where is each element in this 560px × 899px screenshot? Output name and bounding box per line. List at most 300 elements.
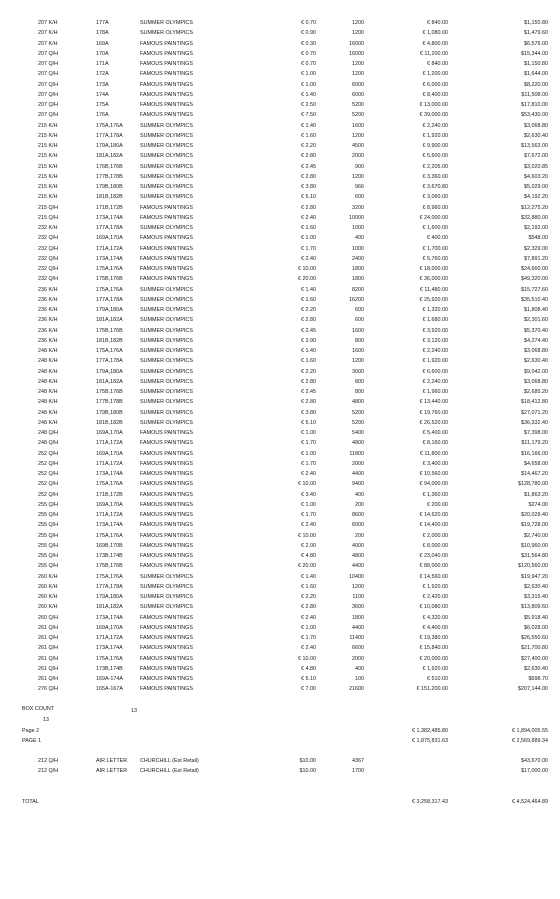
amount-usd: $19,728.00 <box>521 522 548 529</box>
ledger-row <box>0 216 560 225</box>
amount-eur: € 10,560.00 <box>419 471 448 477</box>
lot-number: 175A <box>96 102 109 108</box>
lot-number: 175A,176A <box>96 481 123 488</box>
amount-eur: € 2,000.00 <box>422 532 448 539</box>
quantity: 10400 <box>349 573 364 580</box>
series-name: FAMOUS PAINTINGS <box>140 553 193 559</box>
amount-usd: $1,150.80 <box>524 20 548 26</box>
lot-number: 172A <box>96 71 109 78</box>
lot-number: 170A <box>96 50 109 57</box>
ledger-row <box>0 21 560 30</box>
amount-usd: $4,274.40 <box>524 337 548 344</box>
amount-eur: € 840.00 <box>427 61 448 67</box>
ledger-row <box>0 359 560 368</box>
amount-eur: € 8,160.00 <box>422 440 448 447</box>
quantity: 21600 <box>349 686 364 693</box>
amount-eur: € 1,080.00 <box>422 30 448 37</box>
quantity: 4400 <box>352 563 364 570</box>
amount-usd: $16,166.00 <box>521 450 548 457</box>
ledger-row <box>0 236 560 245</box>
box-code: 248 K/H <box>38 409 58 416</box>
lot-number: 171A,172A <box>96 635 123 641</box>
amount-usd: $1,150.80 <box>524 61 548 67</box>
box-code: 207 Q/H <box>38 91 59 98</box>
amount-usd: $3,068.80 <box>524 348 548 354</box>
quantity: 3600 <box>352 604 364 611</box>
ledger-row <box>0 103 560 112</box>
box-code: 207 Q/H <box>38 71 59 78</box>
amount-eur: € 8,000.00 <box>422 542 448 549</box>
quantity: 8600 <box>352 512 364 518</box>
amount-usd: $4,603.20 <box>524 173 548 180</box>
box-code: 261 Q/H <box>38 645 59 652</box>
lot-number: 169A,170A <box>96 450 123 457</box>
ledger-row <box>0 667 560 676</box>
ledger-row <box>0 605 560 614</box>
series-name: FAMOUS PAINTINGS <box>140 91 193 98</box>
quantity: 16000 <box>349 40 364 47</box>
lot-number: 175B,176B <box>96 327 123 334</box>
ledger-row <box>0 267 560 276</box>
unit-price-eur: € 2.40 <box>301 522 316 529</box>
quantity: 1200 <box>352 61 364 67</box>
box-code: 260 K/H <box>38 583 58 590</box>
series-name: FAMOUS PAINTINGS <box>140 532 193 539</box>
amount-eur: € 18,000.00 <box>419 266 448 272</box>
amount-eur: € 1,680.00 <box>422 317 448 324</box>
lot-number: 179B,180B <box>96 184 123 190</box>
quantity: 4800 <box>352 440 364 447</box>
ledger-row <box>0 113 560 122</box>
ledger-row <box>0 493 560 502</box>
ledger-row <box>0 257 560 266</box>
series-name: SUMMER OLYMPICS <box>140 184 193 190</box>
amount-usd: $12,275.20 <box>521 204 548 211</box>
amount-eur: € 11,480.00 <box>419 286 448 293</box>
quantity: 4800 <box>352 553 364 559</box>
ledger-row <box>0 175 560 184</box>
lot-number: 171A,172A <box>96 512 123 518</box>
lot-number: 179B,180B <box>96 409 123 416</box>
lot-number: 181A,182A <box>96 378 123 385</box>
series-name: FAMOUS PAINTINGS <box>140 50 193 57</box>
amount-usd: $3,020.85 <box>524 163 548 170</box>
unit-price-eur: € 2.80 <box>301 378 316 385</box>
unit-price-eur: € 2.40 <box>301 255 316 262</box>
box-code: 207 Q/H <box>38 102 59 108</box>
quantity: 5200 <box>352 419 364 426</box>
unit-price-eur: € 20.00 <box>298 276 316 283</box>
ledger-row <box>0 421 560 430</box>
box-code: 248 K/H <box>38 399 58 406</box>
total-eur: € 3,258,317.43 <box>412 799 448 805</box>
quantity: 1800 <box>352 266 364 272</box>
unit-price-eur: € 1.00 <box>301 430 316 436</box>
unit-price-eur: € 1.70 <box>301 635 316 641</box>
unit-price-eur: € 1.00 <box>301 624 316 631</box>
box-code: 260 K/H <box>38 573 58 580</box>
lot-number: 175B,176B <box>96 563 123 570</box>
box-code: 236 K/H <box>38 337 58 344</box>
unit-price-eur: € 5.10 <box>301 676 316 682</box>
ledger-row <box>0 482 560 491</box>
series-name: SUMMER OLYMPICS <box>140 594 193 600</box>
unit-price-eur: € 1.40 <box>301 286 316 293</box>
lot-number: 177B,178B <box>96 173 123 180</box>
series-name: FAMOUS PAINTINGS <box>140 481 193 488</box>
series-name: FAMOUS PAINTINGS <box>140 665 193 672</box>
box-code: 232 Q/H <box>38 255 59 262</box>
amount-usd: $35,510.40 <box>521 296 548 303</box>
ledger-row <box>0 400 560 409</box>
ledger-row <box>0 626 560 635</box>
box-code: 252 Q/H <box>38 491 59 498</box>
box-code: 248 K/H <box>38 378 58 385</box>
lot-number: 176A <box>96 112 109 119</box>
box-code: 207 Q/H <box>38 112 59 119</box>
quantity: 200 <box>355 501 364 508</box>
box-code: 252 Q/H <box>38 460 59 467</box>
lot-number: 175A,176A <box>96 122 123 129</box>
ledger-row <box>0 83 560 92</box>
amount-eur: € 2,205.00 <box>422 163 448 170</box>
page-2-usd-total: € 1,894,005.55 <box>512 728 548 734</box>
amount-eur: € 1,600.00 <box>422 225 448 231</box>
amount-usd: $2,329.00 <box>524 245 548 252</box>
amount-eur: € 11,800.00 <box>419 450 448 457</box>
series-name: FAMOUS PAINTINGS <box>140 645 193 652</box>
box-code: 248 K/H <box>38 368 58 375</box>
quantity: 5200 <box>352 112 364 119</box>
amount-eur: € 9,900.00 <box>422 143 448 149</box>
series-name: SUMMER OLYMPICS <box>140 337 193 344</box>
total-usd: € 4,524,464.89 <box>512 799 548 805</box>
amount-usd: $24,660.00 <box>521 266 548 272</box>
series-name: SUMMER OLYMPICS <box>140 368 193 375</box>
lot-number: 179A,180A <box>96 143 123 149</box>
lot-number: 173A,174A <box>96 255 123 262</box>
amount-eur: € 1,360.00 <box>422 491 448 498</box>
amount-usd: $7,891.20 <box>524 255 548 262</box>
series-name: SUMMER OLYMPICS <box>140 163 193 170</box>
amount-usd: $548.00 <box>528 235 548 242</box>
lot-number: 175A,176A <box>96 266 123 272</box>
box-code: 248 K/H <box>38 358 58 365</box>
amount-eur: € 36,000.00 <box>419 276 448 283</box>
quantity: 2400 <box>352 255 364 262</box>
quantity: 8200 <box>352 286 364 293</box>
quantity: 800 <box>355 389 364 395</box>
series-name: FAMOUS PAINTINGS <box>140 102 193 108</box>
lot-number: 177A,178A <box>96 132 123 139</box>
series-name: SUMMER OLYMPICS <box>140 327 193 334</box>
box-code: 261 Q/H <box>38 676 59 682</box>
amount-eur: € 1,200.00 <box>422 71 448 78</box>
series-name: SUMMER OLYMPICS <box>140 286 193 293</box>
series-name: FAMOUS PAINTINGS <box>140 614 193 621</box>
unit-price-eur: € 3.80 <box>301 184 316 190</box>
unit-price-eur: € 1.40 <box>301 91 316 98</box>
lot-number: 174A <box>96 91 109 98</box>
quantity: 400 <box>355 491 364 498</box>
quantity: 600 <box>355 317 364 324</box>
series-name: FAMOUS PAINTINGS <box>140 624 193 631</box>
amount-usd: $3,315.40 <box>524 594 548 600</box>
unit-price-eur: € 2.80 <box>301 153 316 160</box>
page-1-subtotal-row <box>0 739 560 748</box>
lot-number: 171A,172A <box>96 245 123 252</box>
amount-eur: € 1,920.00 <box>422 132 448 139</box>
page-2-label: Page 2 <box>22 728 40 734</box>
amount-usd: $43,670.00 <box>521 758 548 764</box>
quantity: 200 <box>355 532 364 539</box>
amount-eur: € 19,760.00 <box>419 409 448 416</box>
series-name: FAMOUS PAINTINGS <box>140 276 193 283</box>
series-name: FAMOUS PAINTINGS <box>140 255 193 262</box>
quantity: 2000 <box>352 655 364 662</box>
amount-usd: $11,508.00 <box>521 91 548 98</box>
amount-usd: $17,810.00 <box>521 102 548 108</box>
box-code: 215 Q/H <box>38 214 59 221</box>
amount-eur: € 88,000.00 <box>419 563 448 570</box>
box-code: 261 Q/H <box>38 624 59 631</box>
ledger-row <box>0 636 560 645</box>
series-name: FAMOUS PAINTINGS <box>140 563 193 570</box>
box-code: 215 K/H <box>38 194 58 201</box>
lot-number: 173A,174A <box>96 614 123 621</box>
unit-price-eur: € 3.90 <box>301 337 316 344</box>
quantity: 5200 <box>352 102 364 108</box>
unit-price-eur: € 1.60 <box>301 358 316 365</box>
amount-usd: $2,630.40 <box>524 665 548 672</box>
amount-eur: € 8,400.00 <box>422 91 448 98</box>
unit-price-eur: € 2.80 <box>301 173 316 180</box>
amount-usd: $2,740.00 <box>524 532 548 539</box>
amount-eur: € 94,000.00 <box>419 481 448 488</box>
quantity: 1600 <box>352 348 364 354</box>
lot-number: 169A,170A <box>96 235 123 242</box>
series-name: FAMOUS PAINTINGS <box>140 450 193 457</box>
series-name: FAMOUS PAINTINGS <box>140 214 193 221</box>
series-name: FAMOUS PAINTINGS <box>140 266 193 272</box>
box-code: 215 K/H <box>38 153 58 160</box>
ledger-row <box>0 42 560 51</box>
box-count-label: BOX COUNT <box>22 706 55 712</box>
amount-usd: $6,028.00 <box>524 624 548 631</box>
ledger-row <box>0 134 560 143</box>
ledger-row <box>0 298 560 307</box>
series-name: SUMMER OLYMPICS <box>140 30 193 37</box>
series-name: SUMMER OLYMPICS <box>140 225 193 231</box>
unit-price-eur: € 2.50 <box>301 102 316 108</box>
unit-price-eur: € 2.20 <box>301 594 316 600</box>
amount-eur: € 2,240.00 <box>422 122 448 129</box>
box-count-value-right: 13 <box>131 708 137 714</box>
series-name: FAMOUS PAINTINGS <box>140 635 193 641</box>
ledger-row <box>0 513 560 522</box>
amount-usd: $698.70 <box>528 676 548 682</box>
box-code: 215 K/H <box>38 122 58 129</box>
amount-usd: $15,727.60 <box>521 286 548 293</box>
amount-eur: € 13,000.00 <box>419 102 448 108</box>
amount-usd: $207,144.00 <box>518 686 548 693</box>
quantity: 16200 <box>349 296 364 303</box>
lot-number: 181B,182B <box>96 194 123 201</box>
amount-usd: $15,344.00 <box>521 50 548 57</box>
box-code: 236 K/H <box>38 317 58 324</box>
box-code: 207 Q/H <box>38 50 59 57</box>
unit-price-eur: € 1.60 <box>301 583 316 590</box>
quantity: 6000 <box>352 81 364 88</box>
amount-usd: $11,179.20 <box>521 440 548 447</box>
amount-usd: $17,000.00 <box>521 768 548 774</box>
lot-number: 181B,182B <box>96 337 123 344</box>
amount-usd: $32,880.00 <box>521 214 548 221</box>
amount-eur: € 2,420.00 <box>422 594 448 600</box>
unit-price-eur: € 0.70 <box>301 20 316 26</box>
ledger-row <box>0 154 560 163</box>
box-code: 255 Q/H <box>38 512 59 518</box>
total-label: TOTAL <box>22 799 39 805</box>
ledger-row <box>0 52 560 61</box>
series-name: SUMMER OLYMPICS <box>140 173 193 180</box>
box-code: 215 K/H <box>38 132 58 139</box>
amount-eur: € 23,040.00 <box>419 553 448 559</box>
lot-number: 171A,172A <box>96 440 123 447</box>
quantity: 1800 <box>352 276 364 283</box>
unit-price-eur: € 2.80 <box>301 317 316 324</box>
ledger-row <box>0 503 560 512</box>
lot-number: 181A,182A <box>96 317 123 324</box>
series-name: FAMOUS PAINTINGS <box>140 676 193 682</box>
amount-usd: $36,332.40 <box>521 419 548 426</box>
quantity: 16000 <box>349 50 364 57</box>
amount-eur: € 510.00 <box>427 676 448 682</box>
unit-price-eur: € 2.40 <box>301 471 316 477</box>
ledger-row <box>0 62 560 71</box>
lot-number: 177A,178A <box>96 296 123 303</box>
series-name: FAMOUS PAINTINGS <box>140 542 193 549</box>
ledger-row <box>0 534 560 543</box>
lot-number: 173A,174A <box>96 522 123 529</box>
amount-usd: $128,780.00 <box>518 481 548 488</box>
lot-number: 175A,176A <box>96 532 123 539</box>
amount-usd: $5,918.40 <box>524 614 548 621</box>
ledger-row <box>0 165 560 174</box>
quantity: 4400 <box>352 471 364 477</box>
amount-eur: € 3,360.00 <box>422 173 448 180</box>
amount-usd: $18,412.80 <box>521 399 548 406</box>
series-name: FAMOUS PAINTINGS <box>140 440 193 447</box>
amount-eur: € 3,920.00 <box>422 327 448 334</box>
ledger-row <box>0 288 560 297</box>
box-code: 255 Q/H <box>38 501 59 508</box>
unit-price-eur: € 10.00 <box>298 266 316 272</box>
box-code: 207 K/H <box>38 20 58 26</box>
grand-total-row <box>0 800 560 809</box>
amount-eur: € 3,400.00 <box>422 460 448 467</box>
quantity: 11800 <box>349 450 364 457</box>
ledger-row <box>0 452 560 461</box>
unit-price-eur: € 10.00 <box>298 481 316 488</box>
quantity: 966 <box>355 184 364 190</box>
amount-usd: $49,320.00 <box>521 276 548 283</box>
unit-price-eur: € 3.40 <box>301 491 316 498</box>
lot-number: 181B,182B <box>96 419 123 426</box>
quantity: 1800 <box>352 614 364 621</box>
unit-price-eur: € 1.00 <box>301 501 316 508</box>
unit-price-eur: $10.00 <box>299 768 316 774</box>
quantity: 3000 <box>352 368 364 375</box>
ledger-row <box>0 318 560 327</box>
quantity: 1000 <box>352 225 364 231</box>
quantity: 4400 <box>352 624 364 631</box>
box-code: 255 Q/H <box>38 542 59 549</box>
lot-number: 179A,180A <box>96 368 123 375</box>
lot-number: 179A,180A <box>96 307 123 313</box>
amount-eur: € 2,240.00 <box>422 378 448 385</box>
lot-number: 181A,182A <box>96 604 123 611</box>
ledger-row <box>0 124 560 133</box>
ledger-row <box>0 441 560 450</box>
amount-usd: $120,560.00 <box>518 563 548 570</box>
lot-number: 177A <box>96 20 109 26</box>
quantity: 800 <box>355 337 364 344</box>
amount-eur: € 2,240.00 <box>422 348 448 354</box>
series-name: FAMOUS PAINTINGS <box>140 40 193 47</box>
series-name: SUMMER OLYMPICS <box>140 194 193 201</box>
amount-eur: € 25,920.00 <box>419 296 448 303</box>
unit-price-eur: € 1.60 <box>301 225 316 231</box>
unit-price-eur: € 7.50 <box>301 112 316 119</box>
lot-number: 173A,174A <box>96 645 123 652</box>
ledger-row <box>0 544 560 553</box>
box-code: 260 Q/H <box>38 614 59 621</box>
unit-price-eur: € 2.40 <box>301 645 316 652</box>
series-name: FAMOUS PAINTINGS <box>140 112 193 119</box>
amount-eur: € 200.00 <box>427 501 448 508</box>
quantity: 4500 <box>352 143 364 149</box>
ledger-row <box>0 575 560 584</box>
lot-number: 171B,172B <box>96 204 123 211</box>
series-name: FAMOUS PAINTINGS <box>140 460 193 467</box>
amount-usd: $8,220.00 <box>524 81 548 88</box>
lot-number: 175B,176B <box>96 276 123 283</box>
amount-eur: € 6,600.00 <box>422 368 448 375</box>
unit-price-eur: € 5.10 <box>301 194 316 201</box>
amount-usd: $1,808.40 <box>524 307 548 313</box>
quantity: 1700 <box>352 768 364 774</box>
box-code: 207 Q/H <box>38 61 59 67</box>
amount-eur: € 4,320.00 <box>422 614 448 621</box>
unit-price-eur: € 2.45 <box>301 389 316 395</box>
amount-usd: $3,068.80 <box>524 122 548 129</box>
box-code: 215 Q/H <box>38 204 59 211</box>
box-code: 248 K/H <box>38 389 58 395</box>
lot-number: 165A-167A <box>96 686 123 693</box>
amount-eur: € 13,440.00 <box>419 399 448 406</box>
extra-row <box>0 759 560 768</box>
series-name: SUMMER OLYMPICS <box>140 419 193 426</box>
ledger-row <box>0 411 560 420</box>
amount-eur: € 3,060.00 <box>422 194 448 201</box>
series-name: SUMMER OLYMPICS <box>140 296 193 303</box>
series-name: FAMOUS PAINTINGS <box>140 235 193 242</box>
amount-eur: € 39,000.00 <box>419 112 448 119</box>
box-code: 215 K/H <box>38 184 58 190</box>
lot-number: 175A,176A <box>96 573 123 580</box>
amount-eur: € 24,000.00 <box>419 214 448 221</box>
